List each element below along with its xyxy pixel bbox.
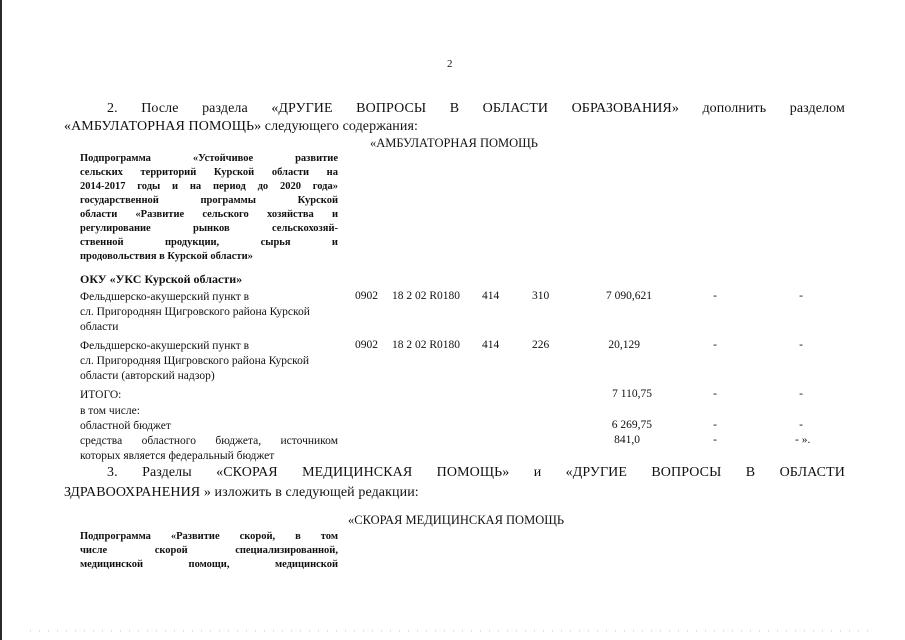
subprogram-block-1: Подпрограмма «Устойчивое развитие сельских территорий Курской области на 2014-2017 годы и на период до 2020 года» государственной программы Курской области «Развитие сельского хозяйства и регулирование рынков сельскохозяй- ственной продукции, сырья и продовольствия в Курской области» [80, 153, 338, 262]
paragraph-2-number: 2. [107, 101, 118, 116]
table-row-1-code3: 414 [482, 290, 500, 302]
table-row-1-code2: 18 2 02 R0180 [392, 290, 461, 302]
table-row-2-col2: - [713, 339, 717, 351]
paragraph-3-line-1: 3. Разделы «СКОРАЯ МЕДИЦИНСКАЯ ПОМОЩЬ» и «ДРУГИЕ ВОПРОСЫ В ОБЛАСТИ [107, 465, 845, 480]
table-row-1-col3: - [799, 290, 803, 302]
regional-budget-col2: - [713, 419, 717, 431]
scan-artifact-line [30, 630, 870, 632]
table-row-1-code4: 310 [532, 290, 550, 302]
section-title-ambulatory: «АМБУЛАТОРНАЯ ПОМОЩЬ [370, 136, 538, 150]
table-row-1-code1: 0902 [355, 290, 378, 302]
paragraph-2-line-1: 2. После раздела «ДРУГИЕ ВОПРОСЫ В ОБЛАСТИ ОБРАЗОВАНИЯ» дополнить разделом [107, 101, 845, 116]
total-label: ИТОГО: [80, 389, 122, 401]
total-col2: - [713, 388, 717, 400]
table-row-1-amount: 7 090,621 [606, 290, 652, 302]
subprogram-block-2: Подпрограмма «Развитие скорой, в том числе скорой специализированной, медицинской помощи, медицинской [80, 531, 338, 570]
table-row-2-col3: - [799, 339, 803, 351]
table-row-2-code3: 414 [482, 339, 500, 351]
regional-budget-amount: 6 269,75 [611, 419, 652, 431]
including-label: в том числе: [80, 405, 140, 417]
table-row-2-amount: 20,129 [608, 339, 640, 351]
total-amount: 7 110,75 [612, 388, 652, 400]
table-row-2-code4: 226 [532, 339, 550, 351]
regional-budget-col3: - [799, 419, 803, 431]
table-row-1-name: Фельдшерско-акушерский пункт в сл. Пригороднян Щигровского района Курской области [80, 291, 310, 333]
organization-name: ОКУ «УКС Курской области» [80, 272, 243, 286]
paragraph-3-line-2: ЗДРАВООХРАНЕНИЯ » изложить в следующей редакции: [64, 485, 419, 500]
table-row-2-code2: 18 2 02 R0180 [392, 339, 461, 351]
federal-source-amount: 841,0 [614, 434, 640, 446]
page-number: 2 [447, 58, 453, 70]
regional-budget-label: областной бюджет [80, 420, 171, 432]
federal-source-col2: - [713, 434, 717, 446]
table-row-1-col2: - [713, 290, 717, 302]
total-col3: - [799, 388, 803, 400]
federal-source-col3: - ». [795, 434, 811, 446]
paragraph-3-number: 3. [107, 465, 118, 480]
section-title-emergency: «СКОРАЯ МЕДИЦИНСКАЯ ПОМОЩЬ [348, 513, 565, 527]
paragraph-2-line-2: «АМБУЛАТОРНАЯ ПОМОЩЬ» следующего содержания: [64, 119, 419, 134]
federal-source-label: средства областного бюджета, источником которых является федеральный бюджет [80, 435, 338, 462]
table-row-2-name: Фельдшерско-акушерский пункт в сл. Пригородняя Щигровского района Курской области (авторский надзор) [80, 340, 310, 382]
page-left-edge [0, 0, 2, 640]
table-row-2-code1: 0902 [355, 339, 378, 351]
